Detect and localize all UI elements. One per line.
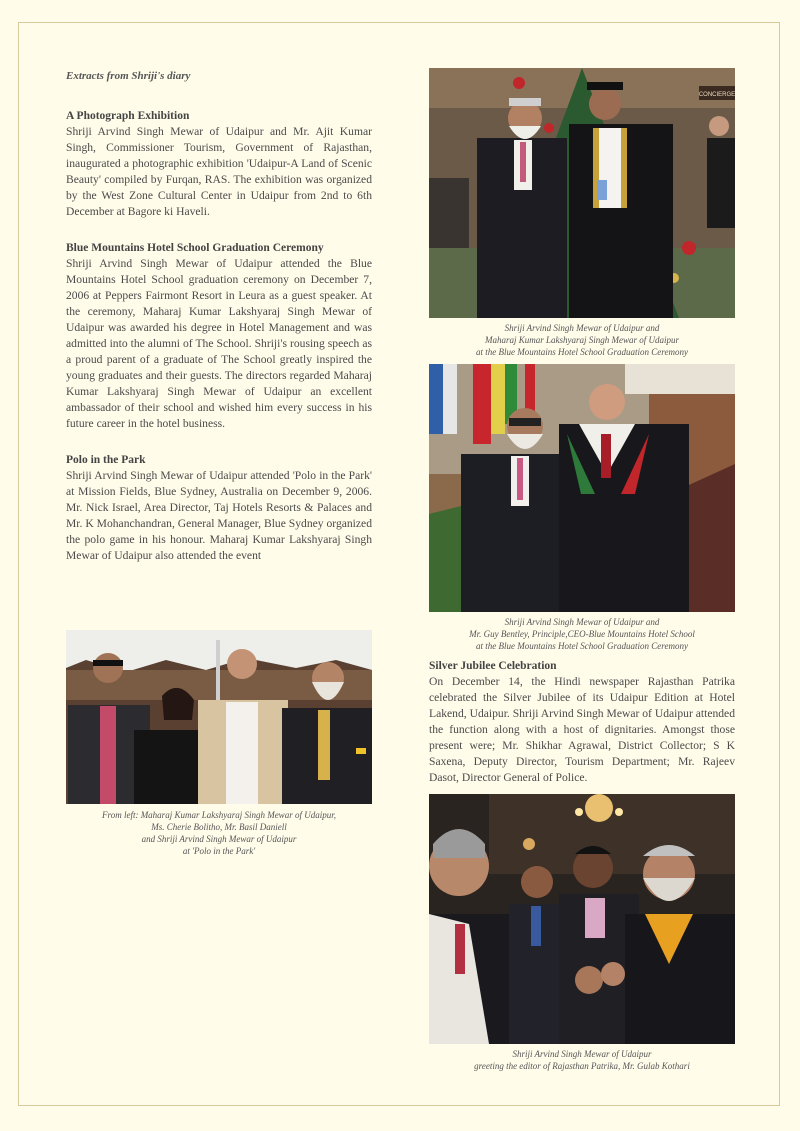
graduation-body: Shriji Arvind Singh Mewar of Udaipur attended the Blue Mountains Hotel School graduation ceremony on December 7, 2006 at Peppers Fairmont Resort in Leura as a guest speaker. At the ceremony, Maharaj Kumar Lakshyaraj Singh Mewar of Udaipur was awarded his degree in Hotel Management and was admitted into the alumni of The School. Shriji's rousing speech as a proud parent of a graduate of The School greatly inspired the young graduates and their guests. The directors regarded Maharaj Kumar Lakshyaraj Singh Mewar of Udaipur an excellent ambassador of their school and wished him every success in his future career in the hotel business. xyxy=(66,257,372,430)
graduation-2-caption-line: at the Blue Mountains Hotel School Graduation Ceremony xyxy=(476,641,688,651)
graduation-1-caption xyxy=(429,322,735,358)
polo-photo xyxy=(66,630,372,804)
graduation-2-caption xyxy=(429,616,735,652)
concierge-sign: CONCIERGE xyxy=(698,92,735,98)
polo-caption-line: From left: Maharaj Kumar Lakshyaraj Singh Mewar of Udaipur, xyxy=(102,810,336,820)
graduation-1-caption-line: Maharaj Kumar Lakshyaraj Singh Mewar of Udaipur xyxy=(484,335,679,345)
polo-heading: Polo in the Park xyxy=(66,454,146,466)
graduation-photo-2 xyxy=(429,364,735,612)
jubilee-heading: Silver Jubilee Celebration xyxy=(429,660,557,672)
jubilee-caption xyxy=(429,1048,735,1072)
jubilee-body: On December 14, the Hindi newspaper Rajasthan Patrika celebrated the Silver Jubilee of its Udaipur Edition at Hotel Lakend, Udaipur. Shriji Arvind Singh Mewar of Udaipur attended the function along with a host of dignitaries. Amongst those present were; Mr. Shikhar Agrawal, District Collector; S K Saxena, Deputy Director, Tourism Department; Mr. Rajeev Dasot, Director General of Police. xyxy=(429,675,735,784)
graduation-2-caption-line: Mr. Guy Bentley, Principle,CEO-Blue Mountains Hotel School xyxy=(469,629,695,639)
polo-body: Shriji Arvind Singh Mewar of Udaipur attended 'Polo in the Park' at Mission Fields, Blue Sydney, Australia on December 9, 2006. Mr. Nick Israel, Area Director, Taj Hotels Resorts & Palaces and Mr. K Mohanchandran, General Manager, Blue Sydney organized the polo game in his honour. Maharaj Kumar Lakshyaraj Singh Mewar of Udaipur also attended the event xyxy=(66,469,372,562)
graduation-1-caption-line: at the Blue Mountains Hotel School Graduation Ceremony xyxy=(476,347,688,357)
exhibition-body: Shriji Arvind Singh Mewar of Udaipur and Mr. Ajit Kumar Singh, Commissioner Tourism, Government of Rajasthan, inaugurated a photographic exhibition 'Udaipur-A Land of Scenic Beauty' compiled by Furqan, RAS. The exhibition was organized by the West Zone Cultural Center in Udaipur from 2nd to 6th December at Bagore ki Haveli. xyxy=(66,125,372,218)
polo-caption-line: at 'Polo in the Park' xyxy=(182,846,256,856)
jubilee-caption-line: greeting the editor of Rajasthan Patrika, Mr. Gulab Kothari xyxy=(474,1061,690,1071)
polo-caption-line: and Shriji Arvind Singh Mewar of Udaipur xyxy=(141,834,297,844)
graduation-1-caption-line: Shriji Arvind Singh Mewar of Udaipur and xyxy=(504,323,660,333)
exhibition-heading: A Photograph Exhibition xyxy=(66,110,190,122)
graduation-heading: Blue Mountains Hotel School Graduation Ceremony xyxy=(66,242,324,254)
left-column xyxy=(66,70,372,564)
graduation-2-caption-line: Shriji Arvind Singh Mewar of Udaipur and xyxy=(504,617,660,627)
polo-caption xyxy=(66,809,372,857)
jubilee-photo xyxy=(429,794,735,1044)
polo-photo-block xyxy=(66,630,372,857)
graduation-photo-1 xyxy=(429,68,735,318)
diary-title: Extracts from Shriji's diary xyxy=(66,70,191,82)
polo-caption-line: Ms. Cherie Bolitho, Mr. Basil Daniell xyxy=(151,822,287,832)
right-column xyxy=(429,68,735,1072)
jubilee-caption-line: Shriji Arvind Singh Mewar of Udaipur xyxy=(512,1049,652,1059)
